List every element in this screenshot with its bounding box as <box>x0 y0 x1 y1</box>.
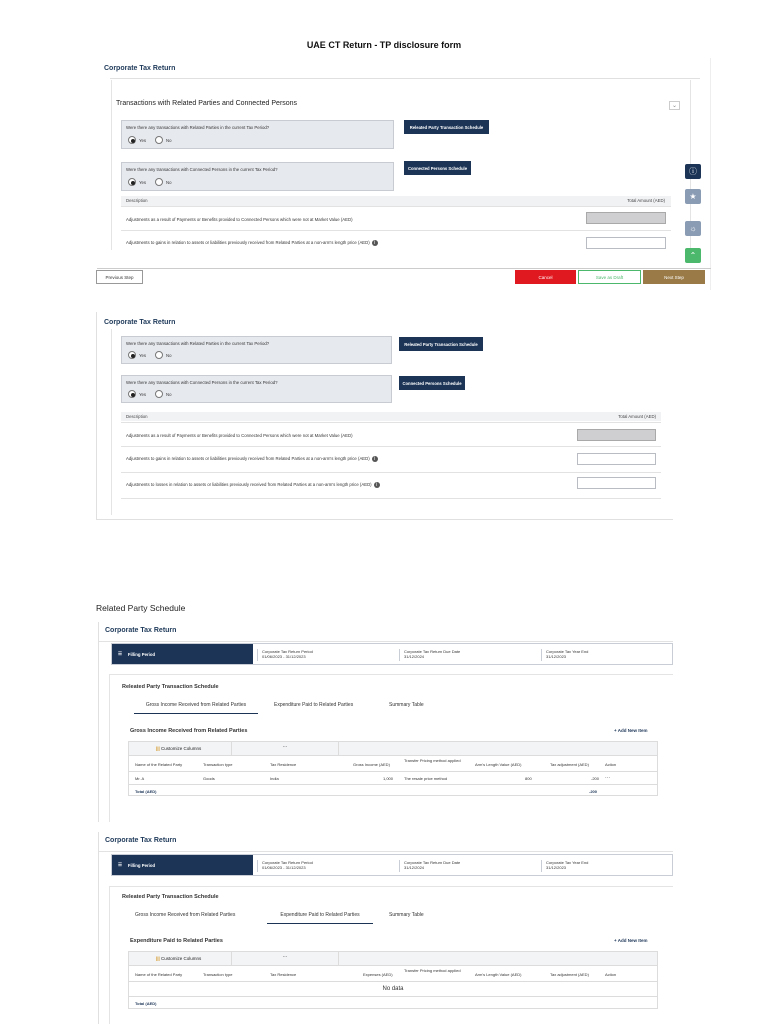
related-party-schedule-button[interactable]: Releated Party Transaction Schedule <box>399 337 483 351</box>
amount-field[interactable] <box>586 212 666 224</box>
filing-period: ☰ Filling Period <box>112 855 253 875</box>
table-header: Description Total Amount (AED) <box>121 196 671 206</box>
filing-period-bar: ☰ Filling Period Corporate Tax Return Period 01/06/2023 - 31/12/2023 Corporate Tax Return Due Date 31/12/2024 Corporate Tax Year End 31/12/2023 <box>111 643 673 665</box>
no-radio[interactable] <box>155 178 163 186</box>
yes-radio[interactable] <box>128 136 136 144</box>
cancel-button[interactable]: Cancel <box>515 270 576 284</box>
info-icon[interactable]: i <box>372 456 378 462</box>
add-new-item-button[interactable]: + Add New Item <box>614 938 648 943</box>
panel-title: Corporate Tax Return <box>104 319 176 326</box>
filing-period-bar: ☰ Filling Period Corporate Tax Return Period 01/06/2023 - 31/12/2023 Corporate Tax Return Due Date 31/12/2024 Corporate Tax Year End 31/12/2023 <box>111 854 673 876</box>
chevron-down-icon[interactable]: ⌄ <box>669 101 680 110</box>
no-radio[interactable] <box>155 136 163 144</box>
tab-summary[interactable]: Summary Table <box>389 912 424 918</box>
more-icon[interactable]: ··· <box>231 952 339 966</box>
table-header: Description Total Amount (AED) <box>121 412 661 421</box>
amount-field[interactable] <box>577 453 656 465</box>
table-row: Adjustments to gains in relation to assets or liabilities previously received from Related Parties at a non-arm's length price (AED) i <box>121 446 661 472</box>
customize-columns-button[interactable]: ||| Customize Columns <box>156 956 202 961</box>
row-action-icon[interactable]: ··· <box>605 775 610 781</box>
tab-summary[interactable]: Summary Table <box>389 702 424 708</box>
star-icon[interactable]: ★ <box>685 189 701 204</box>
menu-icon: ☰ <box>118 862 122 867</box>
menu-icon: ☰ <box>118 651 122 656</box>
add-new-item-button[interactable]: + Add New Item <box>614 728 648 733</box>
info-icon[interactable]: i <box>372 240 378 246</box>
tab-expenditure[interactable]: Expenditure Paid to Related Parties <box>267 912 373 924</box>
yes-radio[interactable] <box>128 178 136 186</box>
schedule-title: Releated Party Transaction Schedule <box>122 684 219 690</box>
tab-expenditure[interactable]: Expenditure Paid to Related Parties <box>274 702 354 708</box>
table-title: Expenditure Paid to Related Parties <box>130 938 223 944</box>
schedule-title: Releated Party Transaction Schedule <box>122 894 219 900</box>
next-step-button[interactable]: Next Step <box>643 270 705 284</box>
screenshot-2 <box>96 312 673 520</box>
schedule-table: ||| Customize Columns ··· Name of the Related Party Transaction type Tax Residence Gross Income (AED) Transfer Pricing method applied Arm's Length Value (AED) Tax adjustment (AED) Action Mr. A Goods India 1,000 The resale price method 800 -200 ··· Total (AED) -200 <box>128 741 658 796</box>
filing-period: ☰ Filling Period <box>112 644 253 664</box>
amount-field[interactable] <box>577 477 656 489</box>
plus-icon: + <box>614 728 618 733</box>
table-row: Adjustments to losses in relation to assets or liabilities previously received from Related Parties at a non-arm's length price (AED) i <box>121 472 661 498</box>
section-title: Transactions with Related Parties and Connected Persons <box>116 100 298 107</box>
table-row: Adjustments as a result of Payments or Benefits provided to Connected Persons which were not at Market Value (AED) <box>121 206 671 230</box>
no-data-message: No data <box>129 982 657 997</box>
amount-field[interactable] <box>577 429 656 441</box>
panel-title: Corporate Tax Return <box>105 627 177 634</box>
panel-title: Corporate Tax Return <box>104 65 176 72</box>
schedule-heading: Related Party Schedule <box>96 603 186 613</box>
info-icon[interactable]: ⓘ <box>685 164 701 179</box>
yes-radio[interactable] <box>128 390 136 398</box>
no-radio[interactable] <box>155 390 163 398</box>
table-title: Gross Income Received from Related Parties <box>130 728 248 734</box>
chat-icon[interactable]: ☼ <box>685 221 701 236</box>
related-party-question: Were there any transactions with Related Parties in the current Tax Period? Yes No <box>121 120 394 149</box>
screenshot-4 <box>98 832 672 1024</box>
save-draft-button[interactable]: Save as Draft <box>578 270 641 284</box>
connected-persons-question: Were there any transactions with Connected Persons in the current Tax Period? Yes No <box>121 375 392 403</box>
yes-radio[interactable] <box>128 351 136 359</box>
panel-title: Corporate Tax Return <box>105 837 177 844</box>
connected-persons-schedule-button[interactable]: Connected Persons Schedule <box>404 161 471 175</box>
previous-step-button[interactable]: Previous Step <box>96 270 143 284</box>
screenshot-3 <box>98 622 672 822</box>
arrow-up-icon[interactable]: ⌃ <box>685 248 701 263</box>
customize-columns-button[interactable]: ||| Customize Columns <box>156 746 202 751</box>
schedule-table: ||| Customize Columns ··· Name of the Related Party Transaction type Tax Residence Expenses (AED) Transfer Pricing method applied Arm's Length Value (AED) Tax adjustment (AED) Action No data Total (AED) <box>128 951 658 1009</box>
info-icon[interactable]: i <box>374 482 380 488</box>
more-icon[interactable]: ··· <box>231 742 339 756</box>
no-radio[interactable] <box>155 351 163 359</box>
connected-persons-question: Were there any transactions with Connected Persons in the current Tax Period? Yes No <box>121 162 394 191</box>
connected-persons-schedule-button[interactable]: Connected Persons Schedule <box>399 376 465 390</box>
tab-gross-income[interactable]: Gross Income Received from Related Parties <box>134 702 258 714</box>
related-party-schedule-button[interactable]: Releated Party Transaction Schedule <box>404 120 489 134</box>
screenshot-1 <box>97 58 711 290</box>
tab-gross-income[interactable]: Gross Income Received from Related Parties <box>135 912 236 918</box>
table-row: Adjustments as a result of Payments or Benefits provided to Connected Persons which were not at Market Value (AED) <box>121 422 661 446</box>
amount-field[interactable] <box>586 237 666 249</box>
plus-icon: + <box>614 938 618 943</box>
related-party-question: Were there any transactions with Related Parties in the current Tax Period? Yes No <box>121 336 392 364</box>
document-title: UAE CT Return - TP disclosure form <box>306 40 462 50</box>
table-row: Adjustments to gains in relation to assets or liabilities previously received from Related Parties at a non-arm's length price (AED) i <box>121 230 671 254</box>
